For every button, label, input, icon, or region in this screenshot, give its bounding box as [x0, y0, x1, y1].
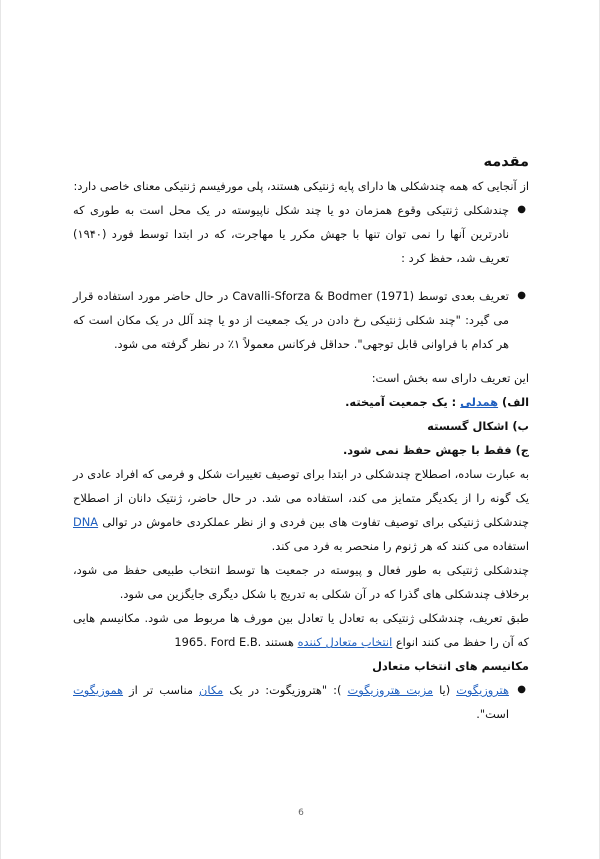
- homozygote-link[interactable]: هموزیگوت: [73, 683, 124, 697]
- bullet-text: چندشکلی ژنتیکی وقوع همزمان دو یا چند شکل ناپیوسته در یک محل است به طوری که نادرترین آنها را نمی توان تنها با جهش مکرر یا مهاجرت، که در ابتدا توسط فورد (۱۹۴۰) تعریف شد، حفظ کرد :: [73, 203, 509, 265]
- definition-intro: این تعریف دارای سه بخش است:: [371, 371, 529, 385]
- heterozygote-advantage-link[interactable]: مزیت هتروزیگوت: [347, 683, 434, 697]
- definition-b: ب) اشکال گسسته: [427, 419, 529, 433]
- page-body: [73, 150, 529, 726]
- mechanisms-subheading: مکانیسم های انتخاب متعادل: [372, 659, 529, 673]
- definition-a-prefix: الف): [502, 395, 529, 409]
- mechanism-text: مناسب تر از: [129, 683, 193, 697]
- explanation-paragraph: [73, 462, 529, 558]
- definition-c: ج) فقط با جهش حفظ نمی شود.: [342, 443, 529, 457]
- mechanism-text: (یا: [439, 683, 451, 697]
- bullet-icon: ●: [517, 684, 526, 695]
- bullet-icon: ●: [517, 204, 526, 215]
- polymorphism-definitions: [73, 198, 529, 356]
- balancing-selection-link[interactable]: انتخاب متعادل کننده: [297, 635, 393, 649]
- locus-link[interactable]: مکان: [199, 683, 224, 697]
- page-number: 6: [298, 808, 304, 818]
- balance-text-end: هستند: [264, 635, 294, 649]
- list-item: [73, 198, 526, 270]
- balance-paragraph: [73, 606, 529, 654]
- definition-a: [73, 390, 529, 414]
- citation: 1965. Ford E.B.: [174, 635, 262, 649]
- bullet-text: تعریف بعدی توسط (Cavalli-Sforza & Bodmer (1971 در حال حاضر مورد استفاده قرار می گیرد: "چند شکلی ژنتیکی رخ دادن در یک جمعیت از دو یا چند آلل در یک مکان است که هر کدام با فراوانی قابل توجهی". حداقل فرکانس معمولاً ۱٪ در نظر گرفته می شود.: [73, 289, 509, 351]
- mechanism-text: ): "هتروزیگوت: در یک: [229, 683, 342, 697]
- explanation-text: به عبارت ساده، اصطلاح چندشکلی در ابتدا برای توصیف تغییرات شکل و فرمی که افراد عادی در یک گونه را از یکدیگر متمایز می کند، استفاده می شد. در حال حاضر، ژنتیک دانان از اصطلاح چندشکلی ژنتیکی برای توصیف تفاوت های بین فردی و از نظر عملکردی خاموش در توالی: [73, 467, 529, 529]
- section-heading: مقدمه: [483, 154, 529, 170]
- dna-link[interactable]: DNA: [73, 515, 99, 529]
- definition-a-text: : یک جمعیت آمیخته.: [345, 395, 457, 409]
- heterozygote-link[interactable]: هتروزیگوت: [456, 683, 510, 697]
- explanation-text-end: استفاده می کنند که هر ژنوم را منحصر به فرد می کند.: [271, 539, 529, 553]
- natural-selection-paragraph: چندشکلی ژنتیکی به طور فعال و پیوسته در جمعیت ها توسط انتخاب طبیعی حفظ می شود، برخلاف چندشکلی های گذرا که در آن شکلی به تدریج با شکل دیگری جایگزین می شود.: [73, 563, 529, 601]
- balance-text: طبق تعریف، چندشکلی ژنتیکی به تعادل یا تعادل بین مورف ها مربوط می شود. مکانیسم هایی که آن را حفظ می کنند انواع: [73, 611, 529, 649]
- intro-paragraph: از آنجایی که همه چندشکلی ها دارای پایه ژنتیکی هستند، پلی مورفیسم ژنتیکی معنای خاصی دارد:: [73, 179, 529, 193]
- mechanisms-list: [73, 678, 529, 726]
- list-item: [73, 284, 526, 356]
- panmixia-link[interactable]: همدلی: [460, 395, 499, 409]
- list-item: [73, 678, 526, 726]
- bullet-icon: ●: [517, 290, 526, 301]
- mechanism-text: است".: [476, 707, 509, 721]
